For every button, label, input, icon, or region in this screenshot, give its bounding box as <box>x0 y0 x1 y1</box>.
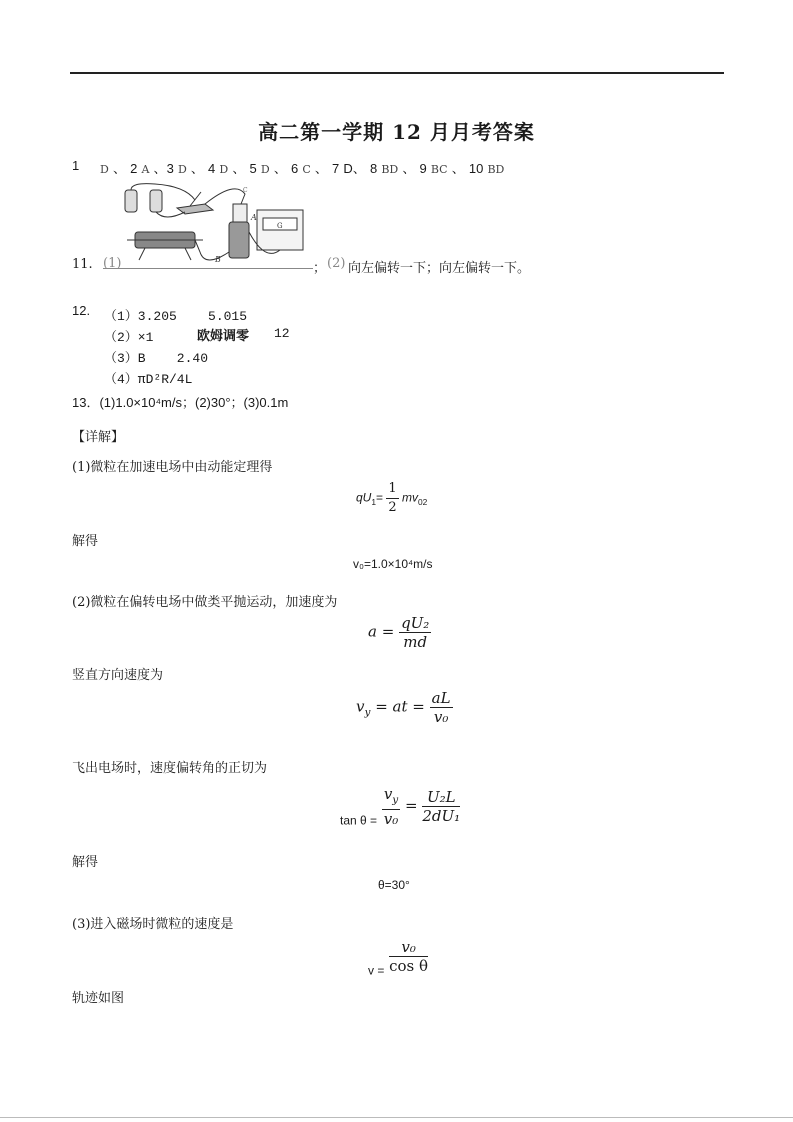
eq1-num: 1 <box>386 480 398 499</box>
q1-ans-9: BC <box>430 163 448 176</box>
q1-num-8: 8 <box>369 161 378 176</box>
vertical-velocity-text: 竖直方向速度为 <box>72 668 164 683</box>
eq5-num1: v <box>383 785 393 803</box>
q11-part1: (1) <box>103 256 122 271</box>
eq1-den: 2 <box>388 500 397 515</box>
eq3-den: md <box>403 633 428 651</box>
top-rule <box>70 72 724 74</box>
equation-acceleration <box>368 614 431 651</box>
eq4-left: v <box>356 697 365 716</box>
q11-separator: ； <box>313 261 327 276</box>
track-text: 轨迹如图 <box>72 991 125 1006</box>
q1-ans-1: D <box>100 163 109 176</box>
eq4-mid: = at = <box>375 697 425 716</box>
q1-ans-8: BD <box>381 163 399 176</box>
q12-line-2-end: 12 <box>274 326 290 341</box>
eq4-left-sub: y <box>364 706 371 719</box>
q11-part2: (2) <box>327 256 346 271</box>
eq1-left: qU <box>356 490 372 505</box>
label-a: A <box>251 213 257 222</box>
q1-ans-3: D <box>177 163 187 176</box>
equation-velocity <box>368 938 428 978</box>
q12-line-2: （2）×1 <box>104 330 154 345</box>
step-1-text: (1)微粒在加速电场中由动能定理得 <box>72 460 273 475</box>
q12-line-3: （3）B 2.40 <box>104 351 209 366</box>
q12-number: 12. <box>72 303 91 318</box>
step-2-text: (2)微粒在偏转电场中做类平抛运动，加速度为 <box>72 595 338 610</box>
q1-number: 1 <box>72 158 80 173</box>
q12-line-4: （4）πD²R/4L <box>104 372 193 387</box>
exit-angle-text: 飞出电场时，速度偏转角的正切为 <box>72 761 268 776</box>
q1-num-6: 6 <box>290 161 299 176</box>
q1-num-10: 10 <box>468 161 484 176</box>
eq5-num1-sub: y <box>392 794 399 806</box>
page-title: 高二第一学期 12 月月考答案 <box>258 120 535 144</box>
detail-heading: 【详解】 <box>72 430 125 445</box>
equation-energy <box>356 480 427 517</box>
q1-num-2: 2 <box>130 161 138 176</box>
eq4-fraction <box>430 689 453 726</box>
q1-ans-4: D <box>219 163 229 176</box>
q1-ans-10: BD <box>487 163 505 176</box>
eq7-den: cos θ <box>389 957 429 975</box>
eq1-eq: = <box>376 490 384 505</box>
q12-line-2-mid: 欧姆调零 <box>197 329 250 344</box>
eq7-num: v₀ <box>389 938 428 957</box>
q1-num-4: 4 <box>208 161 216 176</box>
equation-vy <box>356 689 453 726</box>
eq5-fraction-2 <box>422 788 460 825</box>
q1-num-7: 7 <box>332 161 340 176</box>
q11-answer-line <box>103 268 313 269</box>
q1-ans-6: C <box>302 163 311 176</box>
eq5-fraction-1 <box>382 785 400 828</box>
q1-num-5: 5 <box>249 161 257 176</box>
label-c: C <box>243 187 248 194</box>
bottom-rule <box>0 1117 793 1118</box>
eq3-num: qU₂ <box>401 614 430 632</box>
q12-line-1: （1）3.205 5.015 <box>104 309 248 324</box>
solve-2-text: 解得 <box>72 855 99 870</box>
q1-num-3: 3 <box>166 161 174 176</box>
eq1-fraction <box>386 480 398 517</box>
label-b: B <box>215 255 221 264</box>
equation-tan <box>340 785 460 828</box>
q1-answers: D 、 2 A 、3 D 、 4 D 、 5 D 、 6 C 、 7 D、 8 BD 、 9 BC 、 10 BD <box>100 161 505 177</box>
eq4-num: aL <box>431 689 451 707</box>
eq5-num2: U₂L <box>422 788 460 807</box>
eq5-den2: 2dU₁ <box>422 807 461 825</box>
q1-ans-2: A <box>141 163 150 176</box>
label-g: G <box>277 222 283 230</box>
eq1-right-sub: 0 <box>418 497 423 508</box>
eq7-fraction <box>389 938 428 975</box>
q13-answer: 13．(1)1.0×10⁴m/s；(2)30°；(3)0.1m <box>72 395 289 410</box>
q11-answer: 向左偏转一下；向左偏转一下。 <box>348 261 531 276</box>
solve-1-text: 解得 <box>72 534 99 549</box>
eq1-sub: 1 <box>371 497 377 508</box>
eq1-right: mv <box>402 490 418 505</box>
eq5-den1: v₀ <box>383 810 399 828</box>
q1-ans-5: D <box>260 163 270 176</box>
eq5-eq: = <box>405 796 418 815</box>
eq4-den: v₀ <box>433 708 449 726</box>
step-3-text: (3)进入磁场时微粒的速度是 <box>72 917 234 932</box>
equation-v0: v₀=1.0×10⁴m/s <box>353 557 433 571</box>
eq7-pre: v = <box>368 963 385 978</box>
q1-num-9: 9 <box>419 161 427 176</box>
eq5-pre: tan θ = <box>340 813 378 828</box>
q11-number: 11. <box>72 257 93 272</box>
circuit-figure <box>105 182 315 268</box>
eq3-fraction <box>399 614 431 651</box>
q1-ans-7: D <box>343 161 353 176</box>
equation-theta: θ=30° <box>378 878 410 892</box>
eq3-left: a = <box>368 622 395 641</box>
eq1-right-sup: 2 <box>422 497 428 508</box>
